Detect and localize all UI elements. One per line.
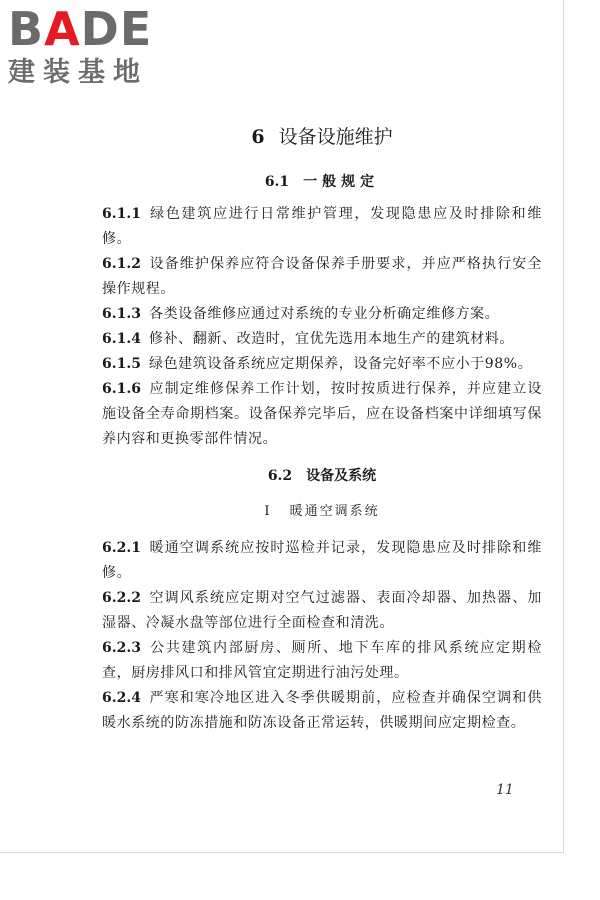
section-title	[102, 466, 542, 486]
clause-number: 6.1.5	[102, 356, 141, 372]
clause-number: 6.2.1	[102, 540, 141, 556]
clause	[102, 377, 542, 452]
clause-text: 暖通空调系统应按时巡检并记录，发现隐患应及时排除和维修。	[102, 540, 542, 581]
clause	[102, 302, 542, 327]
clause	[102, 327, 542, 352]
clause-number: 6.2.3	[102, 640, 141, 656]
logo-chinese: 建装基地	[8, 57, 148, 88]
clause-text: 公共建筑内部厨房、厕所、地下车库的排风系统应定期检查，厨房排风口和排风管宜定期进行油污处理。	[102, 640, 542, 681]
clause-text: 绿色建筑应进行日常维护管理，发现隐患应及时排除和维修。	[102, 206, 542, 247]
section-name: 一般规定	[303, 174, 380, 190]
clause-text: 各类设备维修应通过对系统的专业分析确定维修方案。	[148, 306, 500, 322]
clause	[102, 202, 542, 252]
chapter-number: 6	[251, 126, 265, 148]
section-number: 6.1	[264, 174, 290, 190]
section-name: 设备及系统	[306, 468, 377, 484]
clause-number: 6.2.4	[102, 690, 141, 706]
clause-text: 空调风系统应定期对空气过滤器、表面冷却器、加热器、加湿器、冷凝水盘等部位进行全面检查和清洗。	[102, 590, 542, 631]
page-edge	[0, 852, 564, 853]
clause	[102, 252, 542, 302]
clause	[102, 536, 542, 586]
subsection-number: Ⅰ	[264, 504, 272, 519]
clause-number: 6.1.2	[102, 256, 141, 272]
section-number: 6.2	[267, 468, 293, 484]
subsection-name: 暖通空调系统	[289, 504, 380, 519]
clause-text: 严寒和寒冷地区进入冬季供暖期前，应检查并确保空调和供暖水系统的防冻措施和防冻设备正常运转，供暖期间应定期检查。	[102, 690, 542, 731]
clause-number: 6.1.3	[102, 306, 141, 322]
logo-wordmark: BADE	[8, 2, 153, 56]
clause	[102, 586, 542, 636]
document-body	[102, 118, 542, 736]
subsection-title	[102, 502, 542, 522]
clause-number: 6.1.4	[102, 331, 141, 347]
clause-text: 修补、翻新、改造时，宜优先选用本地生产的建筑材料。	[148, 331, 514, 347]
clause	[102, 686, 542, 736]
clause-number: 6.2.2	[102, 590, 141, 606]
clause-text: 绿色建筑设备系统应定期保养，设备完好率不应小于98%。	[148, 356, 533, 372]
chapter-title	[102, 124, 542, 150]
clause-text: 设备维护保养应符合设备保养手册要求，并应严格执行安全操作规程。	[102, 256, 542, 297]
clause-number: 6.1.6	[102, 381, 141, 397]
page-number: 11	[496, 782, 514, 798]
clause	[102, 636, 542, 686]
page-edge	[563, 0, 564, 852]
section-title	[102, 172, 542, 192]
clause-text: 应制定维修保养工作计划，按时按质进行保养，并应建立设施设备全寿命期档案。设备保养完毕后，应在设备档案中详细填写保养内容和更换零部件情况。	[102, 381, 542, 447]
clause	[102, 352, 542, 377]
logo	[8, 4, 188, 96]
chapter-name: 设备设施维护	[278, 126, 393, 148]
clause-number: 6.1.1	[102, 206, 141, 222]
